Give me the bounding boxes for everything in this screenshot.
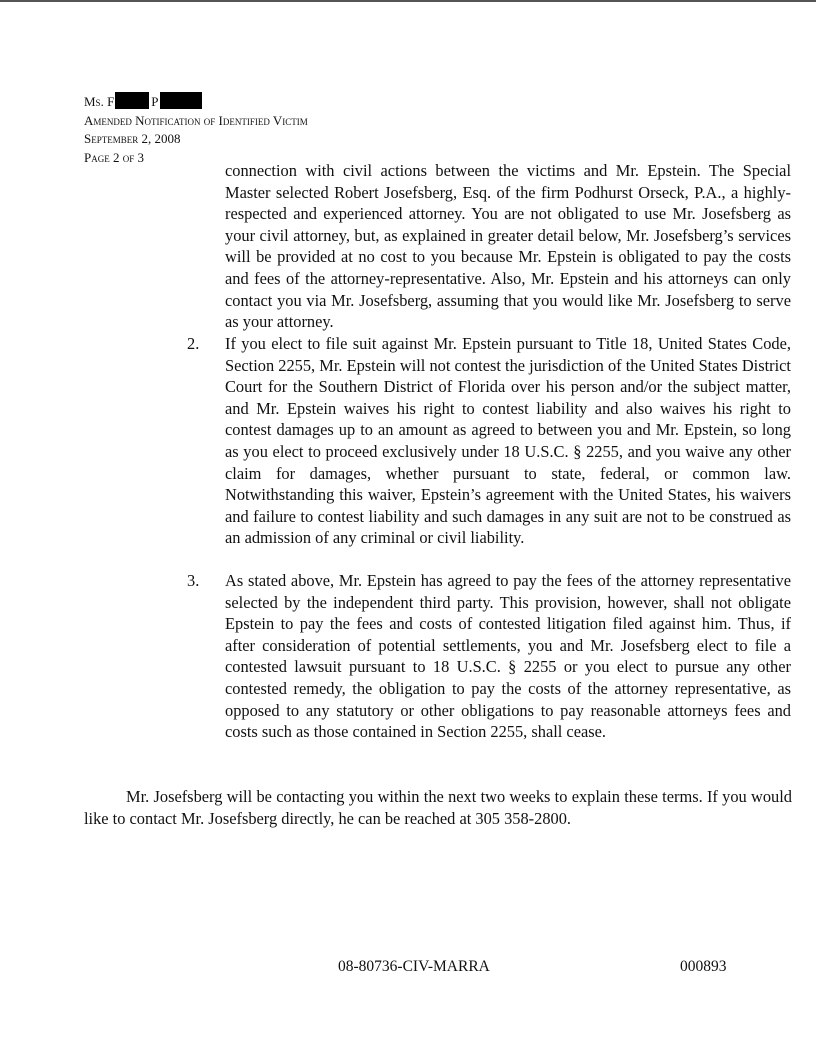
page-number: Page 2 of 3: [84, 149, 144, 165]
closing-paragraph: Mr. Josefsberg will be contacting you within the next two weeks to explain these terms. If you would like to contact Mr. Josefsberg directly, he can be reached at 305 358-2800.: [84, 787, 792, 828]
item-3-text: As stated above, Mr. Epstein has agreed to pay the fees of the attorney representative selected by the independent third party. This provision, however, shall not obligate Epstein to pay the fees and costs of contested litigation filed against him. Thus, if after consideration of potential settlements, you and Mr. Josefsberg elect to file a contested lawsuit pursuant to 18 U.S.C. § 2255 or you elect to pursue any other contested remedy, the obligation to pay the costs of the attorney representative, as opposed to any statutory or other obligations to pay reasonable attorneys fees and costs such as those contained in Section 2255, shall cease.: [225, 571, 791, 742]
paragraph-1: connection with civil actions between the victims and Mr. Epstein. The Special Master selected Robert Josefsberg, Esq. of the firm Podhurst Orseck, P.A., a highly-respected and experienced attorney. You are not obligated to use Mr. Josefsberg as your civil attorney, but, as explained in greater detail below, Mr. Josefsberg’s services will be provided at no cost to you because Mr. Epstein is obligated to pay the costs and fees of the attorney-representative. Also, Mr. Epstein and his attorneys can only contact you via Mr. Josefsberg, assuming that you would like Mr. Josefsberg to serve as your attorney.: [225, 161, 791, 332]
item-number: 2.: [187, 334, 200, 353]
bates-number: 000893: [680, 958, 727, 975]
recipient-prefix: Ms. F: [84, 94, 115, 109]
recipient-mid: P: [151, 94, 159, 109]
recipient-line: [84, 92, 308, 112]
item-number: 3.: [187, 571, 200, 590]
scan-edge-line: [0, 0, 816, 2]
document-date: September 2, 2008: [84, 131, 181, 146]
case-number: 08-80736-CIV-MARRA: [338, 958, 490, 975]
document-title: Amended Notification of Identified Victim: [84, 112, 308, 128]
redaction-block: [160, 92, 202, 109]
item-2-text: If you elect to file suit against Mr. Epstein pursuant to Title 18, United States Code, Section 2255, Mr. Epstein will not contest the jurisdiction of the United States District Court for the Southern District of Florida over his person and/or the subject matter, and Mr. Epstein waives his right to contest liability and also waives his right to contest damages up to an amount as agreed to between you and Mr. Epstein, so long as you elect to proceed exclusively under 18 U.S.C. § 2255, and you waive any other claim for damages, whether pursuant to state, federal, or common law. Notwithstanding this waiver, Epstein’s agreement with the United States, his waivers and failure to contest liability and such damages in any suit are not to be construed as an admission of any criminal or civil liability.: [225, 334, 791, 548]
letter-header: [84, 92, 308, 167]
redaction-block: [115, 92, 149, 109]
